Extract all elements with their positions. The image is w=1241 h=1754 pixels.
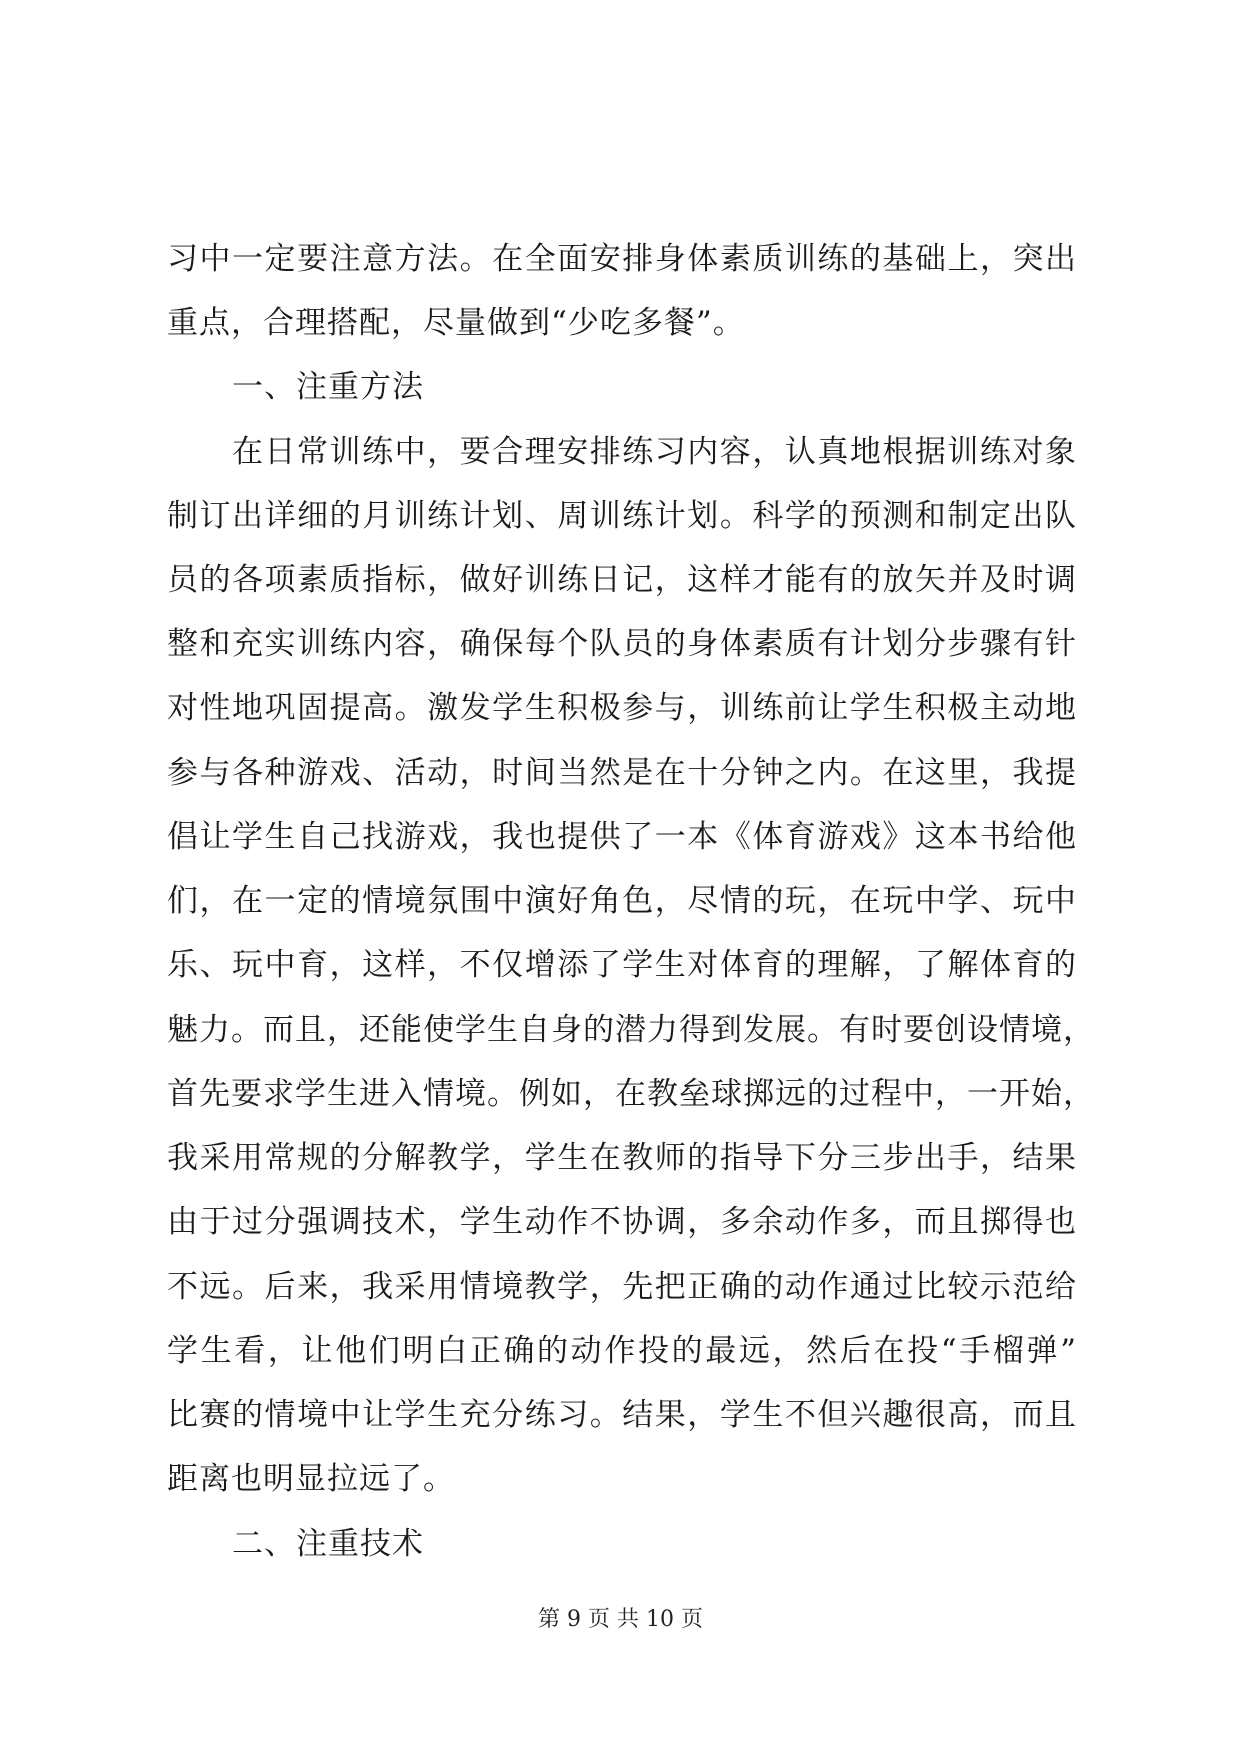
paragraph-line: 首先要求学生进入情境。例如，在教垒球掷远的过程中，一开始， [167,1076,1095,1112]
paragraph-line: 距离也明显拉远了。 [167,1461,455,1497]
paragraph-line: 对性地巩固提高。激发学生积极参与，训练前让学生积极主动地 [167,690,1077,726]
paragraph-line: 重点，合理搭配，尽量做到“少吃多餐”。 [167,305,745,341]
paragraph-line: 学生看，让他们明白正确的动作投的最远，然后在投“手榴弹” [167,1333,1077,1369]
paragraph-line: 员的各项素质指标，做好训练日记，这样才能有的放矢并及时调 [167,562,1077,598]
section-heading: 一、注重方法 [232,369,424,405]
section-heading: 二、注重技术 [232,1526,424,1562]
paragraph-line: 倡让学生自己找游戏，我也提供了一本《体育游戏》这本书给他 [167,819,1077,855]
paragraph-line: 乐、玩中育，这样，不仅增添了学生对体育的理解，了解体育的 [167,947,1077,983]
paragraph-line: 参与各种游戏、活动，时间当然是在十分钟之内。在这里，我提 [167,755,1077,791]
page-number-footer: 第 9 页 共 10 页 [538,1607,703,1632]
paragraph-line: 整和充实训练内容，确保每个队员的身体素质有计划分步骤有针 [167,626,1077,662]
paragraph-line: 习中一定要注意方法。在全面安排身体素质训练的基础上，突出 [167,241,1077,277]
paragraph-line: 们，在一定的情境氛围中演好角色，尽情的玩，在玩中学、玩中 [167,883,1077,919]
paragraph-line: 比赛的情境中让学生充分练习。结果，学生不但兴趣很高，而且 [167,1397,1077,1433]
paragraph-line: 制订出详细的月训练计划、周训练计划。科学的预测和制定出队 [167,498,1077,534]
paragraph-line: 不远。后来，我采用情境教学，先把正确的动作通过比较示范给 [167,1269,1077,1305]
paragraph-line: 魅力。而且，还能使学生自身的潜力得到发展。有时要创设情境， [167,1012,1095,1048]
paragraph-line: 我采用常规的分解教学，学生在教师的指导下分三步出手，结果 [167,1140,1077,1176]
paragraph-line: 由于过分强调技术，学生动作不协调，多余动作多，而且掷得也 [167,1204,1077,1240]
paragraph-line: 在日常训练中，要合理安排练习内容，认真地根据训练对象 [232,434,1077,470]
